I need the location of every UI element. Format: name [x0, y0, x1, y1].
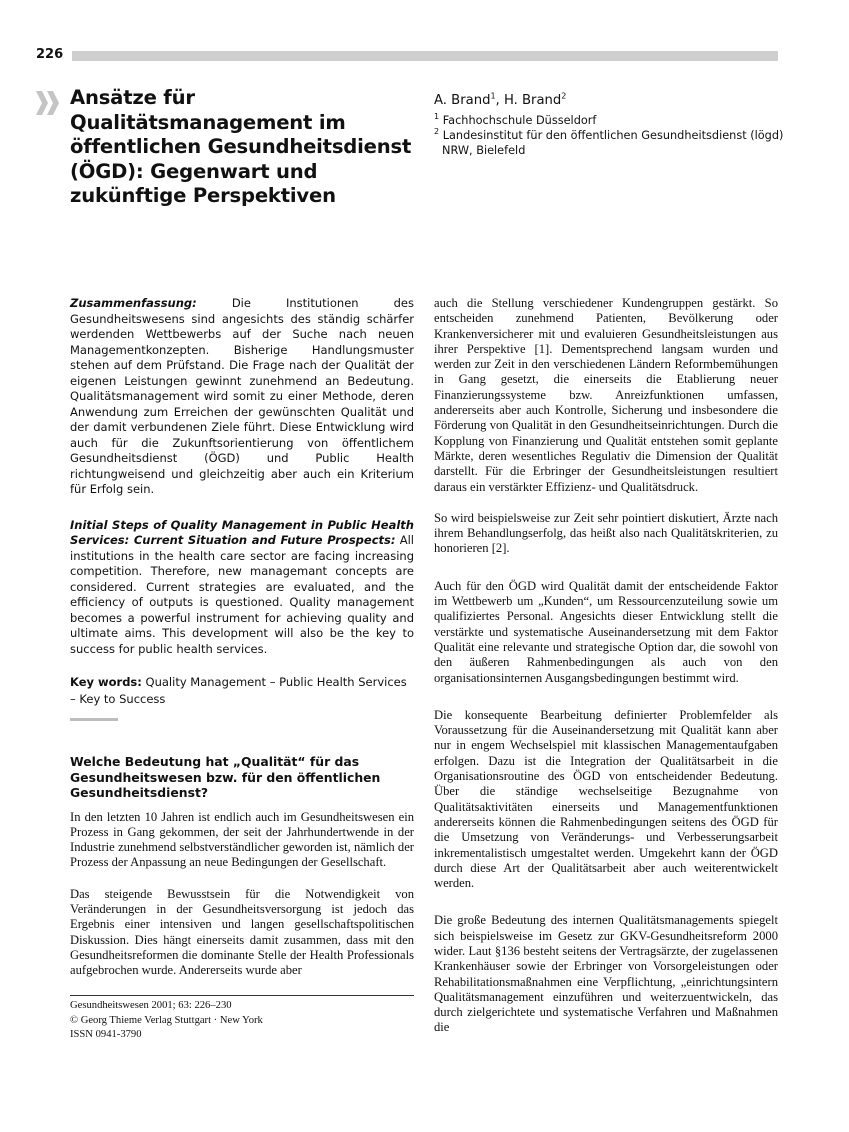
section-separator [70, 718, 118, 721]
abstract-german [70, 296, 414, 498]
keywords-text: Quality Management – Public Health Services – Key to Success [70, 675, 407, 706]
author-2-sup: 2 [561, 91, 567, 101]
page-number: 226 [36, 47, 64, 62]
paragraph: In den letzten 10 Jahren ist endlich auch im Gesundheitswesen ein Prozess in Gang gekommen, der seit der Jahrhundertwende in der Industrie zunehmend selbstverständlicher geworden ist, nämlich der Prozess der Anpassung an neue Bedingungen der Gesellschaft. [70, 809, 414, 870]
left-column [70, 296, 414, 978]
paragraph: Die konsequente Bearbeitung definierter Problemfelder als Voraussetzung für die Auseinandersetzung mit Qualität kann aber nur in engem Wechselspiel mit klassischen Managementaufgaben erfolgen. Dazu ist die Integration der Qualitätsarbeit in die Organisationsroutine des ÖGD von entscheidender Bedeutung. Über die ständige wechselseitige Bezugnahme von Qualitätsaktivitäten einerseits und Managementfunktionen andererseits können die Rahmenbedingungen seitens des ÖGD für die Umsetzung von Veränderungs- und Verbesserungsarbeit inkrementalistisch umgestaltet werden. Umgekehrt kann der ÖGD durch diese Art der Qualitätsarbeit aber auch weiterentwickelt werden. [434, 707, 778, 891]
keywords [70, 674, 414, 708]
paragraph: So wird beispielsweise zur Zeit sehr pointiert diskutiert, Ärzte nach ihrem Behandlungserfolg, das heißt also nach Qualitätskriterien, zu honorieren [2]. [434, 510, 778, 556]
abstract-german-label: Zusammenfassung: [70, 296, 197, 310]
affiliation-2: $^2$ Landesinstitut für den öffentlichen Gesundheitsdienst (lögd) NRW, Bielefeld [434, 127, 784, 157]
author-separator: , [495, 93, 504, 108]
author-block [434, 91, 794, 158]
section-heading: Welche Bedeutung hat „Qualität“ für das Gesundheitswesen bzw. für den öffentlichen Gesundheitsdienst? [70, 754, 381, 800]
header-bar [72, 51, 778, 61]
author-names [434, 91, 794, 111]
author-1: A. Brand [434, 93, 491, 108]
footer-issn: ISSN 0941-3790 [70, 1029, 142, 1041]
double-chevron-icon [36, 91, 62, 115]
author-1-sup: 1 [490, 91, 496, 101]
footer [70, 999, 263, 1043]
paragraph: auch die Stellung verschiedener Kundengruppen gestärkt. So entscheiden zunehmend Patienten, Bevölkerung oder Krankenversicherer mit und evaluieren Gesundheitsleistungen aus ihrer Perspektive [1]. Dementsprechend langsam wurden und werden zur Zeit in den verschiedenen Ländern Reformbemühungen in Gang gesetzt, die einerseits die Etablierung neuer Finanzierungssysteme bzw. Anreizfunktionen umfassen, andererseits aber auch Kontrolle, Sicherung und insbesondere die Förderung von Qualität in den Gesundheitseinrichtungen. Durch die Kopplung von Finanzierung und Qualität entstehen somit geplante Märkte, deren wesentliches Regulativ die Dimension der Qualität darstellt. Für die Erbringer der Gesundheitsleistungen resultiert daraus ein verstärkter Effizienz- und Qualitätsdruck. [434, 296, 778, 494]
abstract-english [70, 518, 414, 658]
paragraph: Auch für den ÖGD wird Qualität damit der entscheidende Faktor im Wettbewerb um „Kunden“, um Ressourcenzuteilung sowie um qualifiziertes Personal. Angesichts dieser Entwicklung stellt die verstärkte und systematische Auseinandersetzung mit dem Faktor Qualität eine relevante und strategische Option dar, die sowohl von den äußeren Rahmenbedingungen als auch von den organisationsinternen Ausgangsbedingungen bestimmt wird. [434, 578, 778, 685]
footer-publisher: © Georg Thieme Verlag Stuttgart · New York [70, 1014, 263, 1026]
affiliation-1: $^1$ Fachhochschule Düsseldorf [434, 112, 597, 127]
footer-journal: Gesundheitswesen 2001; 63: 226–230 [70, 1000, 232, 1011]
author-2: H. Brand [503, 93, 562, 108]
abstract-german-text: Die Institutionen des Gesundheitswesens sind angesichts des ständig schärfer werdenden Wettbewerbs auf der Suche nach neuen Managementkonzepten. Bisherige Handlungsmuster stehen auf dem Prüfstand. Die Frage nach der Qualität der eigenen Leistungen gewinnt zunehmend an Bedeutung. Qualitätsmanagement wird somit zu einer Methode, deren Anwendung zum Erreichen der gewünschten Qualität und der damit verbundenen Ziele führt. Diese Entwicklung wird auch für die Zukunftsorientierung von öffentlichem Gesundheitsdienst (ÖGD) und Public Health richtungweisend und gleichzeitig aber auch ein Kriterium für Erfolg sein. [70, 296, 414, 496]
paragraph: Das steigende Bewusstsein für die Notwendigkeit von Veränderungen in der Gesundheitsversorgung ist jedoch das Ergebnis einer intensiven und langen gesellschaftspolitischen Diskussion. Dies hängt einerseits damit zusammen, dass mit den Gesundheitsreformen die dominante Stelle der Health Professionals aufgebrochen wurde. Andererseits wurde aber [70, 886, 414, 978]
article-title: Ansätze für Qualitätsmanagement im öffentlichen Gesundheitsdienst (ÖGD): Gegenwart und zukünftige Perspektiven [70, 86, 412, 207]
right-column [434, 296, 778, 1036]
abstract-english-label: Initial Steps of Quality Management in Public Health Services: Current Situation and Future Prospects: [70, 517, 414, 547]
keywords-label: Key words: [70, 675, 142, 689]
footer-rule [70, 995, 414, 996]
abstract-english-text: All institutions in the health care sector are facing increasing competition. Therefore, new managemant concepts are considered. Current strategies are evaluated, and the efficiency of outputs is questioned. Quality management becomes a powerful instrument for achieving quality and ultimate aims. This development will also be the key to success for public health services. [70, 533, 415, 656]
paragraph: Die große Bedeutung des internen Qualitätsmanagements spiegelt sich beispielsweise im Gesetz zur GKV-Gesundheitsreform 2000 wider. Laut §136 besteht seitens der Vertragsärzte, der zugelassenen Krankenhäuser sowie der Erbringer von Vorsorgeleistungen oder Rehabilitationsmaßnahmen eine Verpflichtung, „einrichtungsintern Qualitätsmanagement einzuführen und weiterzuentwickeln, das durch zielgerichtete und systematische Verfahren und Maßnahmen die [434, 913, 778, 1035]
